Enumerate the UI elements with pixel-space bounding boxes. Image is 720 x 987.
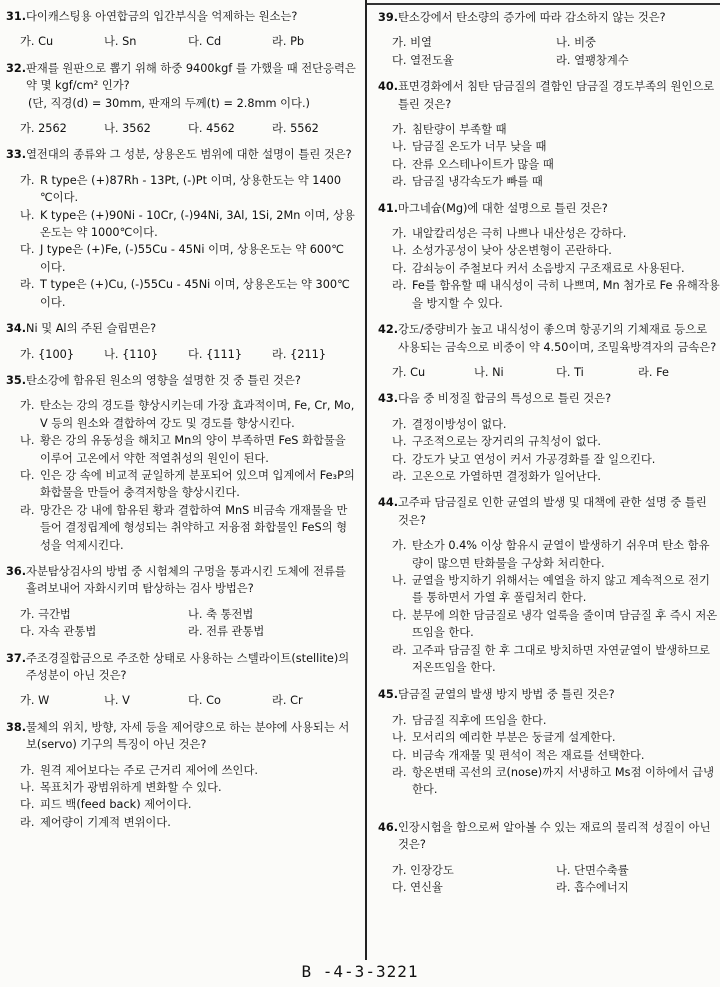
question-stem <box>6 8 356 25</box>
option-text: 탄소가 0.4% 이상 함유시 균열이 발생하기 쉬우며 탄소 함유량이 많으면 탄화물을 구상화 처리한다. <box>412 539 710 570</box>
option-text: 내알칼리성은 극히 나쁘나 내산성은 강하다. <box>412 227 627 241</box>
question-text: 다이캐스팅용 아연합금의 입간부식을 억제하는 원소는? <box>26 10 298 23</box>
answer-option[interactable]: 라. Fe <box>638 365 669 379</box>
question-37 <box>6 650 356 710</box>
answer-option[interactable]: 다. 연신율 <box>392 881 443 895</box>
answer-option[interactable] <box>20 779 356 796</box>
option-marker: 다. <box>392 261 407 275</box>
answer-option[interactable]: 라. 전류 관통법 <box>188 625 265 639</box>
option-marker: 다. <box>392 452 407 466</box>
answer-option[interactable] <box>20 502 356 554</box>
answer-option[interactable]: 나. Ni <box>474 365 504 379</box>
answer-option[interactable] <box>392 433 720 450</box>
answer-option[interactable]: 라. Pb <box>272 35 305 49</box>
option-marker: 다. <box>20 468 35 482</box>
answer-options <box>6 346 356 363</box>
answer-option[interactable]: 가. 극간법 <box>20 607 71 621</box>
option-marker: 라. <box>392 643 407 657</box>
option-marker: 나. <box>20 434 35 448</box>
answer-option[interactable] <box>392 642 720 677</box>
question-stem <box>378 819 720 854</box>
option-marker: 가. <box>20 173 35 187</box>
option-marker: 가. <box>392 539 407 553</box>
answer-option[interactable] <box>392 121 720 138</box>
answer-option[interactable] <box>392 451 720 468</box>
answer-options <box>6 606 356 641</box>
option-marker: 가. <box>392 713 407 727</box>
answer-option[interactable] <box>392 468 720 485</box>
question-41 <box>378 200 720 312</box>
answer-option[interactable] <box>392 225 720 242</box>
answer-option[interactable]: 가. Cu <box>20 35 54 49</box>
question-number: 35. <box>6 373 27 387</box>
answer-option[interactable]: 나. 단면수축률 <box>556 863 629 877</box>
option-text: 황은 강의 유동성을 해치고 Mn의 양이 부족하면 FeS 화합물을 이루어 고온에서 약한 적열취성의 원인이 된다. <box>40 434 346 465</box>
answer-options <box>6 692 356 709</box>
answer-option[interactable]: 다. 열전도율 <box>392 53 454 67</box>
answer-options <box>378 364 720 381</box>
option-text: 비금속 개재물 및 편석이 적은 재료를 선택한다. <box>412 748 645 762</box>
option-text: 모서리의 예리한 부분은 둥글게 설계한다. <box>412 731 616 745</box>
question-stem <box>378 9 720 26</box>
option-marker: 나. <box>392 244 407 258</box>
question-text: 물체의 위치, 방향, 자세 등을 제어량으로 하는 분야에 사용되는 서보(servo) 기구의 특징이 아닌 것은? <box>26 720 350 752</box>
answer-option[interactable] <box>392 260 720 277</box>
answer-option[interactable]: 라. 열팽창계수 <box>556 53 629 67</box>
answer-option[interactable]: 다. Cd <box>188 35 222 49</box>
option-text: 원격 제어보다는 주로 근거리 제어에 쓰인다. <box>40 763 258 777</box>
answer-option[interactable]: 나. {110} <box>104 347 159 361</box>
answer-option[interactable]: 가. {100} <box>20 347 75 361</box>
option-marker: 라. <box>392 175 407 189</box>
question-number: 44. <box>378 496 399 510</box>
option-marker: 가. <box>20 399 35 413</box>
answer-option[interactable]: 다. {111} <box>188 347 243 361</box>
answer-option[interactable] <box>392 712 720 729</box>
question-46 <box>378 819 720 897</box>
option-text: 잔류 오스테나이트가 많을 때 <box>412 157 554 171</box>
question-condition: (단, 직경(d) = 30mm, 판재의 두께(t) = 2.8mm 이다.) <box>28 96 310 110</box>
option-marker: 나. <box>392 140 407 154</box>
option-text: 탄소는 강의 경도를 향상시키는데 가장 효과적이며, Fe, Cr, Mo, V 등의 원소와 결합하여 강도 및 경도를 향상시킨다. <box>40 399 355 430</box>
option-text: 담금질 직후에 뜨임을 한다. <box>412 713 547 727</box>
answer-option[interactable] <box>392 607 720 642</box>
question-43 <box>378 390 720 485</box>
question-number: 31. <box>6 10 27 23</box>
option-text: 인은 강 속에 비교적 균일하게 분포되어 있으며 입계에서 Fe₃P의 화합물을 만들어 충격저항을 향상시킨다. <box>40 468 355 500</box>
question-number: 40. <box>378 80 399 94</box>
question-42 <box>378 321 720 381</box>
question-number: 32. <box>6 61 27 75</box>
question-text: 인장시험을 함으로써 알아볼 수 있는 재료의 물리적 성질이 아닌 것은? <box>398 820 711 852</box>
option-marker: 라. <box>392 469 407 483</box>
question-text: 다음 중 비정질 합금의 특성으로 틀린 것은? <box>398 392 612 406</box>
question-35 <box>6 372 356 554</box>
answer-option[interactable] <box>392 277 720 312</box>
answer-option[interactable]: 다. Ti <box>556 365 584 379</box>
option-text: 고온으로 가열하면 결정화가 일어난다. <box>412 469 601 483</box>
option-marker: 가. <box>392 417 407 431</box>
answer-options <box>378 712 720 799</box>
option-marker: 나. <box>20 208 35 222</box>
option-marker: 다. <box>20 798 35 812</box>
question-stem <box>6 719 356 754</box>
question-34 <box>6 320 356 363</box>
question-44 <box>378 494 720 676</box>
left-column <box>6 0 356 967</box>
answer-options <box>378 862 720 897</box>
option-marker: 라. <box>20 278 35 292</box>
question-text: 탄소강에 함유된 원소의 영향을 설명한 것 중 틀린 것은? <box>26 373 301 387</box>
answer-option[interactable] <box>20 172 356 207</box>
answer-option[interactable] <box>392 764 720 799</box>
option-text: 강도가 낮고 연성이 커서 가공경화를 잘 일으킨다. <box>412 452 656 466</box>
option-text: R type은 (+)87Rh - 13Pt, (-)Pt 이며, 상용한도는 약 1400 ℃이다. <box>40 173 342 205</box>
answer-options <box>378 225 720 312</box>
question-text: 탄소강에서 탄소량의 증가에 따라 감소하지 않는 것은? <box>398 11 666 24</box>
answer-option[interactable]: 다. 4562 <box>188 122 235 136</box>
answer-option[interactable]: 라. {211} <box>272 347 327 361</box>
answer-option[interactable] <box>392 156 720 173</box>
answer-option[interactable]: 가. 인장강도 <box>392 863 454 877</box>
right-column <box>378 0 720 967</box>
answer-option[interactable]: 가. Cu <box>392 365 426 379</box>
answer-option[interactable]: 다. 자속 관통법 <box>20 625 97 639</box>
answer-options <box>378 34 720 69</box>
option-marker: 나. <box>392 731 407 745</box>
question-stem <box>6 320 356 337</box>
option-marker: 라. <box>20 503 35 517</box>
answer-option[interactable]: 가. W <box>20 694 50 708</box>
option-text: 피드 백(feed back) 제어이다. <box>40 798 192 812</box>
answer-options <box>378 121 720 191</box>
question-text: 고주파 담금질로 인한 균열의 발생 및 대책에 관한 설명 중 틀린 것은? <box>398 496 707 527</box>
question-text: 자분탐상검사의 방법 중 시험체의 구멍을 통과시킨 도체에 전류를 흘려보내어 자화시키며 탐상하는 검사 방법은? <box>26 564 346 596</box>
answer-option[interactable]: 나. 비중 <box>556 36 596 50</box>
question-text: 마그네슘(Mg)에 대한 설명으로 틀린 것은? <box>398 201 608 215</box>
option-text: 소성가공성이 낮아 상온변형이 곤란하다. <box>412 244 612 258</box>
question-stem <box>6 146 356 163</box>
answer-option[interactable] <box>392 537 720 572</box>
option-text: 고주파 담금질 한 후 그대로 방치하면 자연균열이 발생하므로 저온뜨임을 한다. <box>412 643 710 674</box>
column-divider <box>365 0 367 960</box>
option-text: 담금질 온도가 너무 낮을 때 <box>412 140 547 154</box>
answer-option[interactable] <box>392 173 720 190</box>
option-text: 균열을 방지하기 위해서는 예열을 하지 않고 계속적으로 전기를 통하면서 가열 후 풀림처리 한다. <box>412 573 710 605</box>
question-number: 33. <box>6 148 27 162</box>
answer-options <box>6 397 356 554</box>
answer-option[interactable] <box>20 814 356 831</box>
question-number: 46. <box>378 820 399 834</box>
option-text: 분무에 의한 담금질로 냉각 얼룩을 줄이며 담금질 후 즉시 저온뜨임을 한다. <box>412 608 718 640</box>
question-number: 41. <box>378 201 399 215</box>
option-text: 항온변태 곡선의 코(nose)까지 서냉하고 Ms점 이하에서 급냉한다. <box>412 766 715 797</box>
question-number: 34. <box>6 322 27 336</box>
answer-option[interactable]: 나. V <box>104 694 130 708</box>
question-stem <box>6 60 356 95</box>
answer-option[interactable] <box>392 572 720 607</box>
question-stem <box>378 494 720 529</box>
option-marker: 나. <box>392 573 407 587</box>
answer-option[interactable]: 나. Sn <box>104 35 137 49</box>
option-text: J type은 (+)Fe, (-)55Cu - 45Ni 이며, 상용온도는 약 600℃ 이다. <box>40 243 344 274</box>
question-stem <box>6 563 356 598</box>
answer-option[interactable]: 다. Co <box>188 694 221 708</box>
option-text: 망간은 강 내에 함유된 황과 결합하여 MnS 비금속 개재물을 만들어 결정립계에 형성되는 취약하고 저융점 화합물인 FeS의 형성을 억제시킨다. <box>40 503 348 552</box>
question-stem <box>378 78 720 113</box>
option-text: 제어량이 기계적 변위이다. <box>40 815 171 829</box>
option-text: Fe를 함유할 때 내식성이 극히 나쁘며, Mn 첨가로 Fe 유해작용을 방지할 수 있다. <box>412 279 720 310</box>
answer-options <box>378 416 720 486</box>
option-marker: 나. <box>392 435 407 449</box>
answer-option[interactable] <box>392 138 720 155</box>
question-number: 45. <box>378 688 399 702</box>
question-stem <box>378 390 720 407</box>
answer-option[interactable]: 라. 5562 <box>272 122 319 136</box>
option-marker: 가. <box>20 763 35 777</box>
question-45 <box>378 686 720 798</box>
answer-option[interactable] <box>20 397 356 432</box>
option-text: T type은 (+)Cu, (-)55Cu - 45Ni 이며, 상용온도는 약 300℃ 이다. <box>40 278 350 309</box>
answer-option[interactable] <box>20 276 356 311</box>
question-text: 판재를 원판으로 뽑기 위해 하중 9400kgf 를 가했을 때 전단응력은 약 몇 kgf/cm² 인가? <box>26 61 356 93</box>
answer-option[interactable] <box>20 796 356 813</box>
option-text: 감쇠능이 주철보다 커서 소음방지 구조재료로 사용된다. <box>412 261 685 275</box>
answer-option[interactable]: 가. 비열 <box>392 36 432 50</box>
option-marker: 나. <box>20 781 35 795</box>
question-number: 39. <box>378 11 399 24</box>
option-text: 구조적으로는 장거리의 규칙성이 없다. <box>412 435 601 449</box>
answer-option[interactable]: 가. 2562 <box>20 122 67 136</box>
option-marker: 다. <box>20 243 35 257</box>
answer-option[interactable] <box>392 416 720 433</box>
question-stem <box>378 686 720 703</box>
option-marker: 다. <box>392 157 407 171</box>
question-text: 담금질 균열의 발생 방지 방법 중 틀린 것은? <box>398 688 615 702</box>
question-text: 강도/중량비가 높고 내식성이 좋으며 항공기의 기체재료 등으로 사용되는 금속으로 비중이 약 4.50이며, 조밀육방격자의 금속은? <box>398 323 717 354</box>
answer-option[interactable]: 나. 3562 <box>104 122 151 136</box>
question-number: 43. <box>378 392 399 406</box>
question-36 <box>6 563 356 641</box>
answer-option[interactable] <box>20 241 356 276</box>
question-32 <box>6 60 356 138</box>
question-number: 36. <box>6 564 27 578</box>
answer-option[interactable] <box>20 762 356 779</box>
answer-option[interactable] <box>392 729 720 746</box>
answer-option[interactable] <box>392 242 720 259</box>
answer-options <box>6 120 356 137</box>
question-text: 표면경화에서 침탄 담금질의 결함인 담금질 경도부족의 원인으로 틀린 것은? <box>398 80 715 111</box>
question-text: Ni 및 Al의 주된 슬립면은? <box>26 322 157 336</box>
question-31 <box>6 8 356 51</box>
answer-options <box>6 762 356 832</box>
question-38 <box>6 719 356 831</box>
option-marker: 라. <box>20 815 35 829</box>
option-marker: 다. <box>392 608 407 622</box>
answer-option[interactable] <box>20 432 356 467</box>
option-marker: 다. <box>392 748 407 762</box>
option-marker: 가. <box>392 123 407 137</box>
question-number: 42. <box>378 323 399 337</box>
option-text: 목표치가 광범위하게 변화할 수 있다. <box>40 781 222 795</box>
answer-options <box>6 33 356 50</box>
answer-options <box>6 172 356 311</box>
option-text: 결정이방성이 없다. <box>412 417 507 431</box>
question-stem <box>6 372 356 389</box>
question-stem <box>378 200 720 217</box>
option-text: 침탄량이 부족할 때 <box>412 123 507 137</box>
answer-options <box>378 537 720 676</box>
option-marker: 라. <box>392 279 407 293</box>
answer-option[interactable]: 라. Cr <box>272 694 303 708</box>
option-text: 담금질 냉각속도가 빠를 때 <box>412 175 543 189</box>
question-39 <box>378 9 720 69</box>
option-marker: 가. <box>392 227 407 241</box>
answer-option[interactable]: 라. 흡수에너지 <box>556 881 629 895</box>
question-text: 열전대의 종류와 그 성분, 상용온도 범위에 대한 설명이 틀린 것은? <box>26 148 352 162</box>
question-40 <box>378 78 720 190</box>
question-text: 주조경질합금으로 주조한 상태로 사용하는 스텔라이트(stellite)의 주성분이 아닌 것은? <box>26 651 350 682</box>
question-stem <box>6 650 356 685</box>
answer-option[interactable] <box>20 467 356 502</box>
question-stem <box>378 321 720 356</box>
answer-option[interactable] <box>392 747 720 764</box>
question-number: 37. <box>6 651 27 665</box>
question-33 <box>6 146 356 311</box>
answer-option[interactable] <box>20 207 356 242</box>
question-number: 38. <box>6 720 27 734</box>
page-code: B -4-3-3221 <box>301 962 419 981</box>
option-marker: 라. <box>392 766 407 780</box>
answer-option[interactable]: 나. 축 통전법 <box>188 607 254 621</box>
option-text: K type은 (+)90Ni - 10Cr, (-)94Ni, 3Al, 1Si, 2Mn 이며, 상용온도는 약 1000℃이다. <box>40 208 355 240</box>
